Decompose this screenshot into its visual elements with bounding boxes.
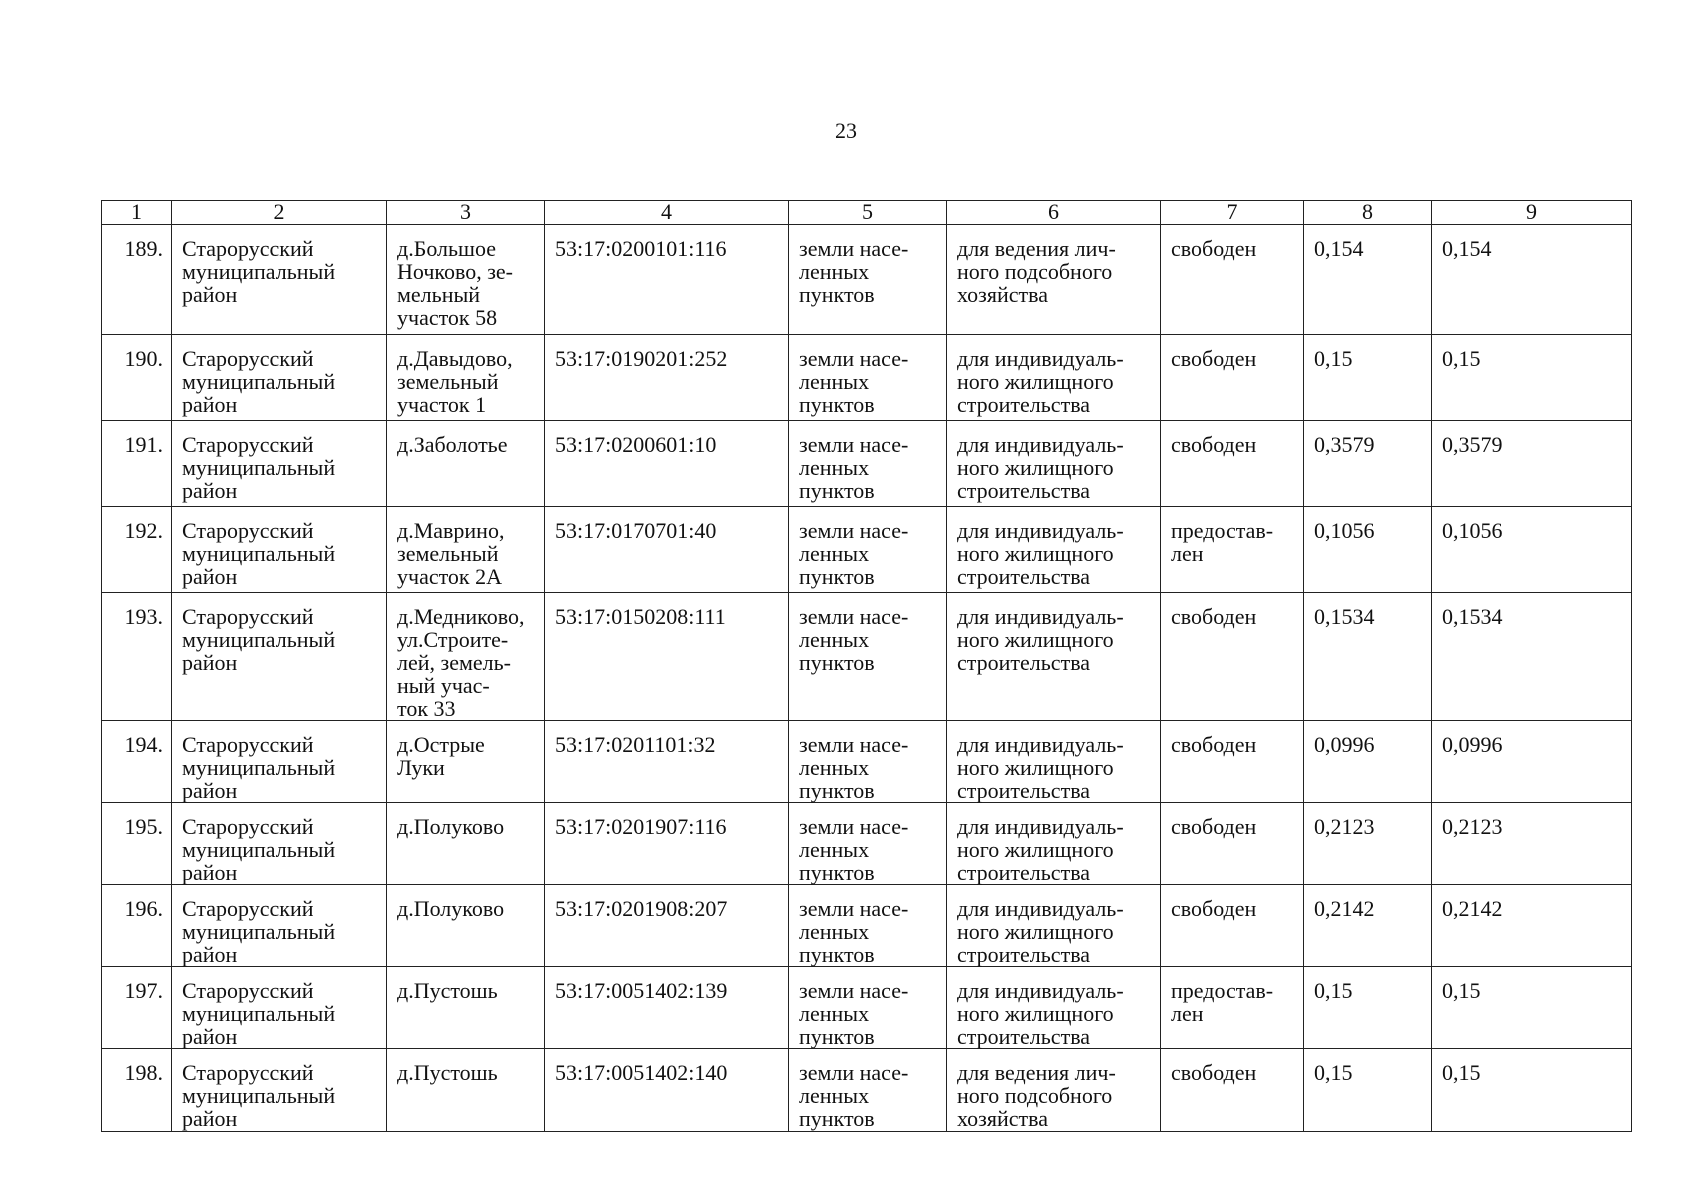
column-header: 3 [387,201,545,225]
land-category-cell [789,967,947,1049]
row-number-text: 189. [124,236,163,261]
area-cell [1432,593,1632,721]
area-cell [1304,803,1432,885]
land-category-cell [789,1049,947,1132]
row-number-text: 198. [124,1060,163,1085]
status-cell [1161,803,1304,885]
locality-cell-text: д.Медниково, ул.Строите- лей, земель- ный учас- ток 33 [397,604,525,721]
status-cell-text: свободен [1171,732,1257,757]
area-cell-text: 0,1056 [1314,518,1375,543]
locality-cell [387,721,545,803]
land-category-cell [789,803,947,885]
status-cell-text: свободен [1171,236,1257,261]
locality-cell [387,803,545,885]
cadastral-number-cell [545,335,789,421]
area-cell [1432,1049,1632,1132]
locality-cell-text: д.Полуково [397,814,505,839]
land-category-cell-text: земли насе- ленных пунктов [799,236,909,307]
row-number-text: 197. [124,978,163,1003]
land-category-cell-text: земли насе- ленных пунктов [799,346,909,417]
district-cell [172,421,387,507]
area-cell [1432,225,1632,335]
land-category-cell [789,885,947,967]
land-category-cell [789,593,947,721]
status-cell [1161,421,1304,507]
area-cell-text: 0,3579 [1314,432,1375,457]
area-cell [1304,721,1432,803]
area-cell [1432,335,1632,421]
land-category-cell-text: земли насе- ленных пунктов [799,896,909,967]
area-cell-text: 0,15 [1442,346,1481,371]
land-category-cell [789,721,947,803]
locality-cell-text: д.Пустошь [397,1060,498,1085]
area-cell-text: 0,3579 [1442,432,1503,457]
cadastral-number-cell-text: 53:17:0201101:32 [555,732,716,757]
locality-cell-text: д.Заболотье [397,432,508,457]
area-cell-text: 0,2123 [1442,814,1503,839]
permitted-use-cell [947,885,1161,967]
row-number-text: 194. [124,732,163,757]
table-row [102,225,1632,335]
land-category-cell-text: земли насе- ленных пунктов [799,1060,909,1131]
column-header: 6 [947,201,1161,225]
table-row [102,885,1632,967]
district-cell [172,721,387,803]
permitted-use-cell [947,593,1161,721]
land-category-cell-text: земли насе- ленных пунктов [799,732,909,803]
row-number-text: 191. [124,432,163,457]
area-cell [1304,225,1432,335]
area-cell-text: 0,15 [1314,1060,1353,1085]
locality-cell-text: д.Маврино, земельный участок 2А [397,518,505,589]
district-cell [172,803,387,885]
status-cell [1161,593,1304,721]
column-header: 2 [172,201,387,225]
status-cell [1161,507,1304,593]
area-cell [1432,885,1632,967]
area-cell [1304,1049,1432,1132]
land-category-cell [789,421,947,507]
district-cell [172,593,387,721]
district-cell-text: Старорусский муниципальный район [182,896,336,967]
district-cell-text: Старорусский муниципальный район [182,814,336,885]
header-row [102,201,1632,225]
row-number [102,721,172,803]
permitted-use-cell-text: для индивидуаль- ного жилищного строительства [957,346,1124,417]
area-cell-text: 0,0996 [1314,732,1375,757]
permitted-use-cell [947,225,1161,335]
cadastral-number-cell [545,225,789,335]
cadastral-number-cell-text: 53:17:0170701:40 [555,518,717,543]
land-category-cell [789,507,947,593]
row-number-text: 195. [124,814,163,839]
status-cell-text: предостав- лен [1171,978,1274,1026]
district-cell [172,885,387,967]
area-cell [1432,967,1632,1049]
permitted-use-cell-text: для индивидуаль- ного жилищного строительства [957,518,1124,589]
district-cell [172,967,387,1049]
area-cell-text: 0,15 [1442,978,1481,1003]
area-cell-text: 0,154 [1314,236,1364,261]
permitted-use-cell-text: для индивидуаль- ного жилищного строительства [957,604,1124,675]
permitted-use-cell-text: для индивидуаль- ного жилищного строительства [957,432,1124,503]
land-category-cell-text: земли насе- ленных пунктов [799,432,909,503]
district-cell [172,225,387,335]
area-cell [1432,507,1632,593]
land-category-cell-text: земли насе- ленных пунктов [799,978,909,1049]
land-category-cell-text: земли насе- ленных пунктов [799,518,909,589]
locality-cell [387,593,545,721]
cadastral-number-cell [545,803,789,885]
cadastral-number-cell [545,593,789,721]
locality-cell [387,967,545,1049]
area-cell [1304,507,1432,593]
row-number [102,1049,172,1132]
permitted-use-cell-text: для индивидуаль- ного жилищного строительства [957,896,1124,967]
land-category-cell-text: земли насе- ленных пунктов [799,604,909,675]
status-cell-text: свободен [1171,432,1257,457]
status-cell [1161,721,1304,803]
row-number [102,335,172,421]
cadastral-number-cell-text: 53:17:0200601:10 [555,432,717,457]
permitted-use-cell [947,335,1161,421]
cadastral-number-cell [545,885,789,967]
locality-cell-text: д.Острые Луки [397,732,485,780]
locality-cell [387,507,545,593]
locality-cell [387,335,545,421]
page-number: 23 [835,118,857,143]
land-plots-table [101,200,1632,1132]
district-cell-text: Старорусский муниципальный район [182,236,336,307]
permitted-use-cell [947,421,1161,507]
locality-cell-text: д.Давыдово, земельный участок 1 [397,346,513,417]
row-number-text: 192. [124,518,163,543]
row-number [102,225,172,335]
permitted-use-cell-text: для индивидуаль- ного жилищного строительства [957,732,1124,803]
area-cell [1432,721,1632,803]
row-number [102,507,172,593]
status-cell-text: свободен [1171,604,1257,629]
row-number-text: 196. [124,896,163,921]
cadastral-number-cell-text: 53:17:0051402:140 [555,1060,728,1085]
row-number [102,421,172,507]
land-category-cell [789,335,947,421]
permitted-use-cell [947,507,1161,593]
column-header: 7 [1161,201,1304,225]
locality-cell [387,1049,545,1132]
area-cell-text: 0,1534 [1314,604,1375,629]
row-number-text: 190. [124,346,163,371]
column-header: 4 [545,201,789,225]
cadastral-number-cell [545,1049,789,1132]
district-cell-text: Старорусский муниципальный район [182,732,336,803]
area-cell-text: 0,15 [1314,978,1353,1003]
area-cell-text: 0,2123 [1314,814,1375,839]
area-cell [1304,967,1432,1049]
cadastral-number-cell [545,421,789,507]
district-cell [172,1049,387,1132]
table-row [102,421,1632,507]
cadastral-number-cell-text: 53:17:0190201:252 [555,346,728,371]
locality-cell [387,225,545,335]
area-cell [1304,593,1432,721]
district-cell [172,507,387,593]
permitted-use-cell [947,967,1161,1049]
status-cell [1161,335,1304,421]
cadastral-number-cell-text: 53:17:0201907:116 [555,814,727,839]
area-cell [1304,885,1432,967]
area-cell [1432,803,1632,885]
permitted-use-cell [947,803,1161,885]
permitted-use-cell-text: для индивидуаль- ного жилищного строительства [957,814,1124,885]
area-cell-text: 0,0996 [1442,732,1503,757]
status-cell [1161,967,1304,1049]
row-number [102,803,172,885]
row-number-text: 193. [124,604,163,629]
district-cell-text: Старорусский муниципальный район [182,1060,336,1131]
permitted-use-cell [947,1049,1161,1132]
area-cell [1432,421,1632,507]
locality-cell-text: д.Большое Ночково, зе- мельный участок 58 [397,236,513,330]
locality-cell [387,885,545,967]
table-row [102,721,1632,803]
cadastral-number-cell [545,507,789,593]
area-cell-text: 0,1534 [1442,604,1503,629]
locality-cell-text: д.Пустошь [397,978,498,1003]
cadastral-number-cell [545,967,789,1049]
table-row [102,1049,1632,1132]
status-cell [1161,885,1304,967]
status-cell-text: свободен [1171,814,1257,839]
permitted-use-cell-text: для индивидуаль- ного жилищного строительства [957,978,1124,1049]
row-number [102,593,172,721]
status-cell [1161,225,1304,335]
permitted-use-cell [947,721,1161,803]
table-row [102,967,1632,1049]
area-cell-text: 0,15 [1314,346,1353,371]
area-cell-text: 0,2142 [1442,896,1503,921]
status-cell-text: свободен [1171,346,1257,371]
area-cell-text: 0,2142 [1314,896,1375,921]
cadastral-number-cell [545,721,789,803]
table-row [102,803,1632,885]
column-header: 5 [789,201,947,225]
row-number [102,967,172,1049]
cadastral-number-cell-text: 53:17:0201908:207 [555,896,728,921]
land-category-cell-text: земли насе- ленных пунктов [799,814,909,885]
row-number [102,885,172,967]
table-row [102,593,1632,721]
area-cell [1304,335,1432,421]
cadastral-number-cell-text: 53:17:0150208:111 [555,604,726,629]
district-cell-text: Старорусский муниципальный район [182,346,336,417]
cadastral-number-cell-text: 53:17:0051402:139 [555,978,728,1003]
district-cell-text: Старорусский муниципальный район [182,604,336,675]
area-cell-text: 0,15 [1442,1060,1481,1085]
cadastral-number-cell-text: 53:17:0200101:116 [555,236,727,261]
district-cell-text: Старорусский муниципальный район [182,518,336,589]
area-cell-text: 0,1056 [1442,518,1503,543]
column-header: 1 [102,201,172,225]
status-cell-text: свободен [1171,1060,1257,1085]
district-cell-text: Старорусский муниципальный район [182,978,336,1049]
area-cell-text: 0,154 [1442,236,1492,261]
table-row [102,507,1632,593]
land-category-cell [789,225,947,335]
district-cell-text: Старорусский муниципальный район [182,432,336,503]
table-row [102,335,1632,421]
status-cell [1161,1049,1304,1132]
status-cell-text: предостав- лен [1171,518,1274,566]
status-cell-text: свободен [1171,896,1257,921]
district-cell [172,335,387,421]
locality-cell-text: д.Полуково [397,896,505,921]
column-header: 8 [1304,201,1432,225]
locality-cell [387,421,545,507]
column-header: 9 [1432,201,1632,225]
permitted-use-cell-text: для ведения лич- ного подсобного хозяйства [957,1060,1116,1131]
permitted-use-cell-text: для ведения лич- ного подсобного хозяйства [957,236,1116,307]
area-cell [1304,421,1432,507]
